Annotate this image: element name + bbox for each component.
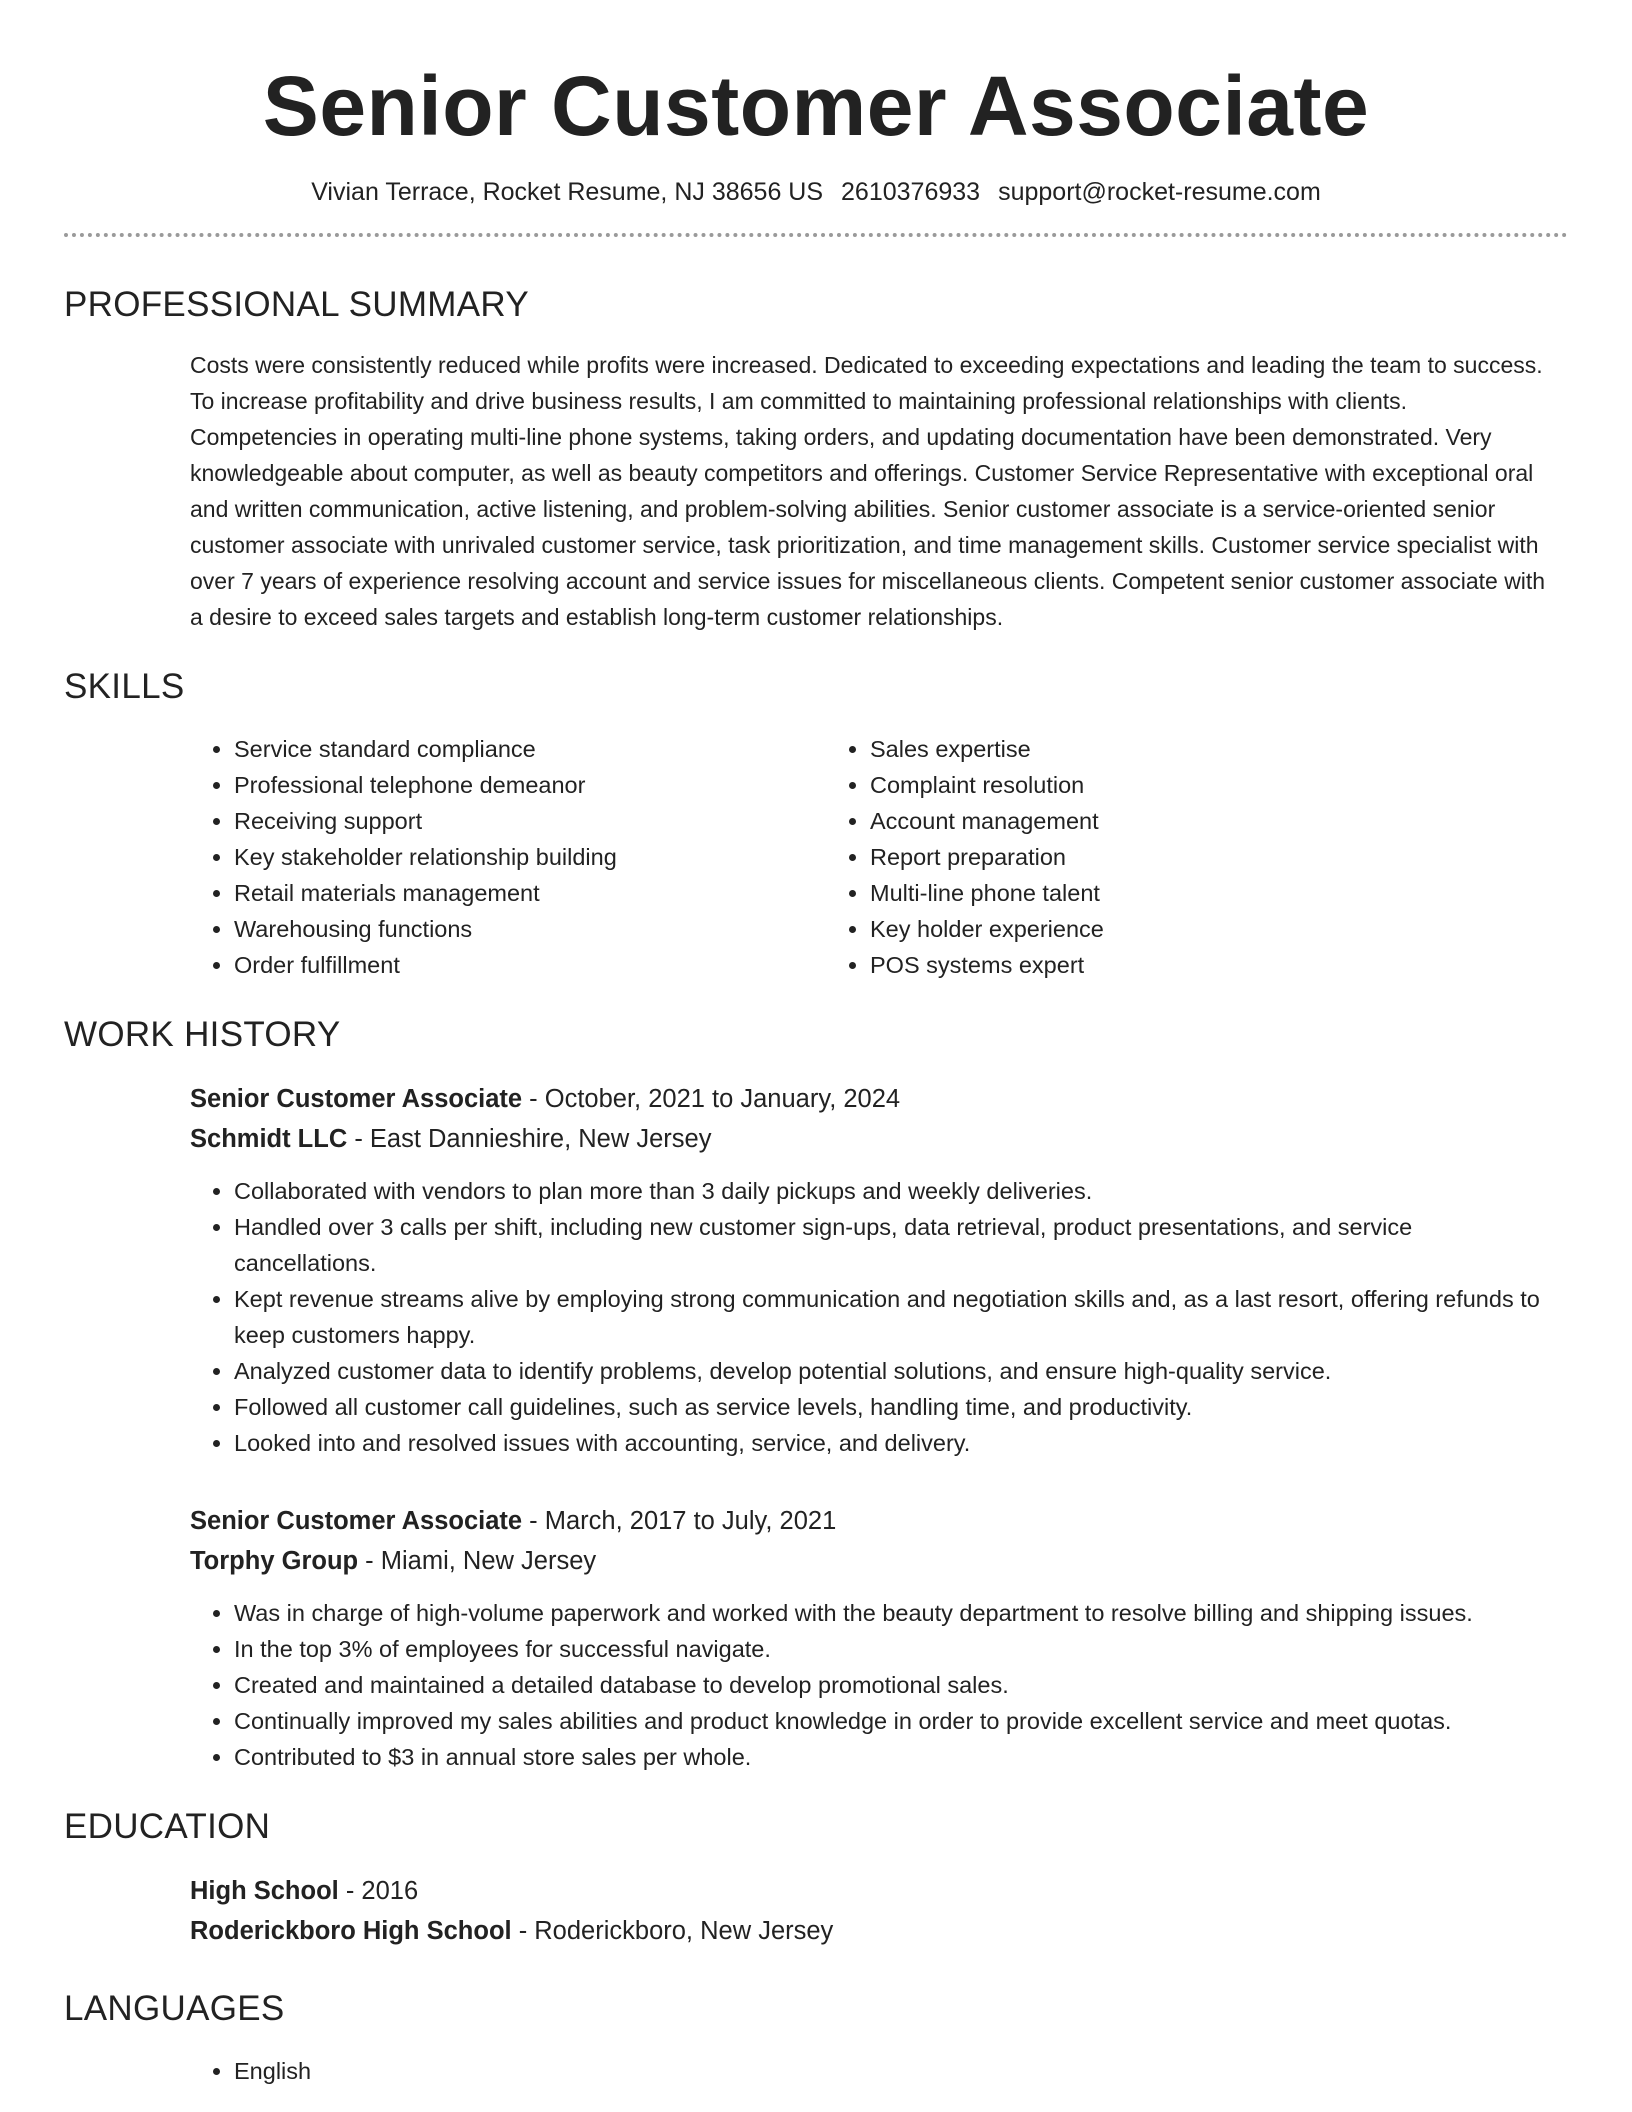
education-location: - Roderickboro, New Jersey — [511, 1917, 834, 1945]
job-bullet: • Handled over 3 calls per shift, including new customer sign-ups, data retrieval, product presentations, and service cancellations. — [234, 1209, 1558, 1281]
job-bullet: • Analyzed customer data to identify problems, develop potential solutions, and ensure high-quality service. — [234, 1353, 1558, 1389]
job-bullet: • Continually improved my sales abilities and product knowledge in order to provide excellent service and meet quotas. — [234, 1703, 1558, 1739]
job-bullet: • Was in charge of high-volume paperwork and worked with the beauty department to resolve billing and shipping issues. — [234, 1595, 1558, 1631]
skill-item: • Professional telephone demeanor — [234, 767, 826, 803]
summary-heading: PROFESSIONAL SUMMARY — [64, 285, 529, 324]
skill-item: • POS systems expert — [870, 947, 1104, 983]
education-degree: High School — [190, 1877, 339, 1905]
skill-item: • Retail materials management — [234, 875, 826, 911]
education-year: - 2016 — [338, 1877, 419, 1905]
job-location: - East Dannieshire, New Jersey — [347, 1125, 712, 1153]
job-role: Senior Customer Associate — [190, 1507, 523, 1535]
job-bullet: • Looked into and resolved issues with accounting, service, and delivery. — [234, 1425, 1558, 1461]
work-history-heading: WORK HISTORY — [64, 1015, 341, 1054]
job-bullet: • Followed all customer call guidelines, such as service levels, handling time, and productivity. — [234, 1389, 1558, 1425]
job-entry — [190, 1501, 1568, 1775]
job-bullet: • In the top 3% of employees for successful navigate. — [234, 1631, 1558, 1667]
job-bullets — [190, 1173, 1568, 1461]
skill-item: • Account management — [870, 803, 1104, 839]
contact-address: Vivian Terrace, Rocket Resume, NJ 38656 US — [311, 178, 824, 206]
skill-item: • Order fulfillment — [234, 947, 826, 983]
job-dates: - October, 2021 to January, 2024 — [522, 1085, 901, 1113]
job-company-line — [190, 1119, 1568, 1159]
skill-item: • Key stakeholder relationship building — [234, 839, 826, 875]
header-divider — [64, 233, 1568, 237]
education-school-line — [190, 1911, 1568, 1951]
skills-column-right — [826, 731, 1104, 983]
skills-grid — [190, 731, 1568, 983]
skills-column-left — [190, 731, 826, 983]
contact-line — [64, 178, 1568, 207]
languages-section — [64, 1987, 1568, 2089]
job-title-line — [190, 1501, 1568, 1541]
skill-item: • Key holder experience — [870, 911, 1104, 947]
languages-heading: LANGUAGES — [64, 1989, 285, 2028]
education-heading: EDUCATION — [64, 1807, 271, 1846]
job-company-line — [190, 1541, 1568, 1581]
skill-item: • Multi-line phone talent — [870, 875, 1104, 911]
skill-item: • Sales expertise — [870, 731, 1104, 767]
skills-section — [64, 665, 1568, 983]
job-bullets — [190, 1595, 1568, 1775]
language-item: • English — [234, 2053, 1568, 2089]
skill-item: • Service standard compliance — [234, 731, 826, 767]
resume-name: Senior Customer Associate — [262, 59, 1370, 153]
skill-item: • Complaint resolution — [870, 767, 1104, 803]
education-school: Roderickboro High School — [190, 1917, 512, 1945]
job-location: - Miami, New Jersey — [358, 1547, 597, 1575]
summary-text: Costs were consistently reduced while profits were increased. Dedicated to exceeding expectations and leading the team to success. To increase profitability and drive business results, I am committed to maintaining professional relationships with clients. Competencies in operating multi-line phone systems, taking orders, and updating documentation have been demonstrated. Very knowledgeable about computer, as well as beauty competitors and offerings. Customer Service Representative with exceptional oral and written communication, active listening, and problem-solving abilities. Senior customer associate is a service-oriented senior customer associate with unrivaled customer service, task prioritization, and time management skills. Customer service specialist with over 7 years of experience resolving account and service issues for miscellaneous clients. Competent senior customer associate with a desire to exceed sales targets and establish long-term customer relationships. — [190, 352, 1546, 630]
job-bullet: • Collaborated with vendors to plan more than 3 daily pickups and weekly deliveries. — [234, 1173, 1558, 1209]
education-section — [64, 1805, 1568, 1951]
work-history-section — [64, 1013, 1568, 1775]
skill-item: • Receiving support — [234, 803, 826, 839]
job-bullet: • Kept revenue streams alive by employing strong communication and negotiation skills and, as a last resort, offering refunds to keep customers happy. — [234, 1281, 1558, 1353]
job-bullet: • Created and maintained a detailed database to develop promotional sales. — [234, 1667, 1558, 1703]
contact-email: support@rocket-resume.com — [998, 178, 1321, 206]
contact-phone: 2610376933 — [841, 178, 981, 206]
job-company: Schmidt LLC — [190, 1125, 348, 1153]
skill-item: • Warehousing functions — [234, 911, 826, 947]
job-role: Senior Customer Associate — [190, 1085, 523, 1113]
job-company: Torphy Group — [190, 1547, 359, 1575]
job-title-line — [190, 1079, 1568, 1119]
summary-section — [64, 283, 1568, 635]
job-dates: - March, 2017 to July, 2021 — [522, 1507, 837, 1535]
languages-list — [190, 2053, 1568, 2089]
education-degree-line — [190, 1871, 1568, 1911]
job-entry — [190, 1079, 1568, 1461]
job-bullet: • Contributed to $3 in annual store sales per whole. — [234, 1739, 1558, 1775]
skill-item: • Report preparation — [870, 839, 1104, 875]
skills-heading: SKILLS — [64, 667, 185, 706]
